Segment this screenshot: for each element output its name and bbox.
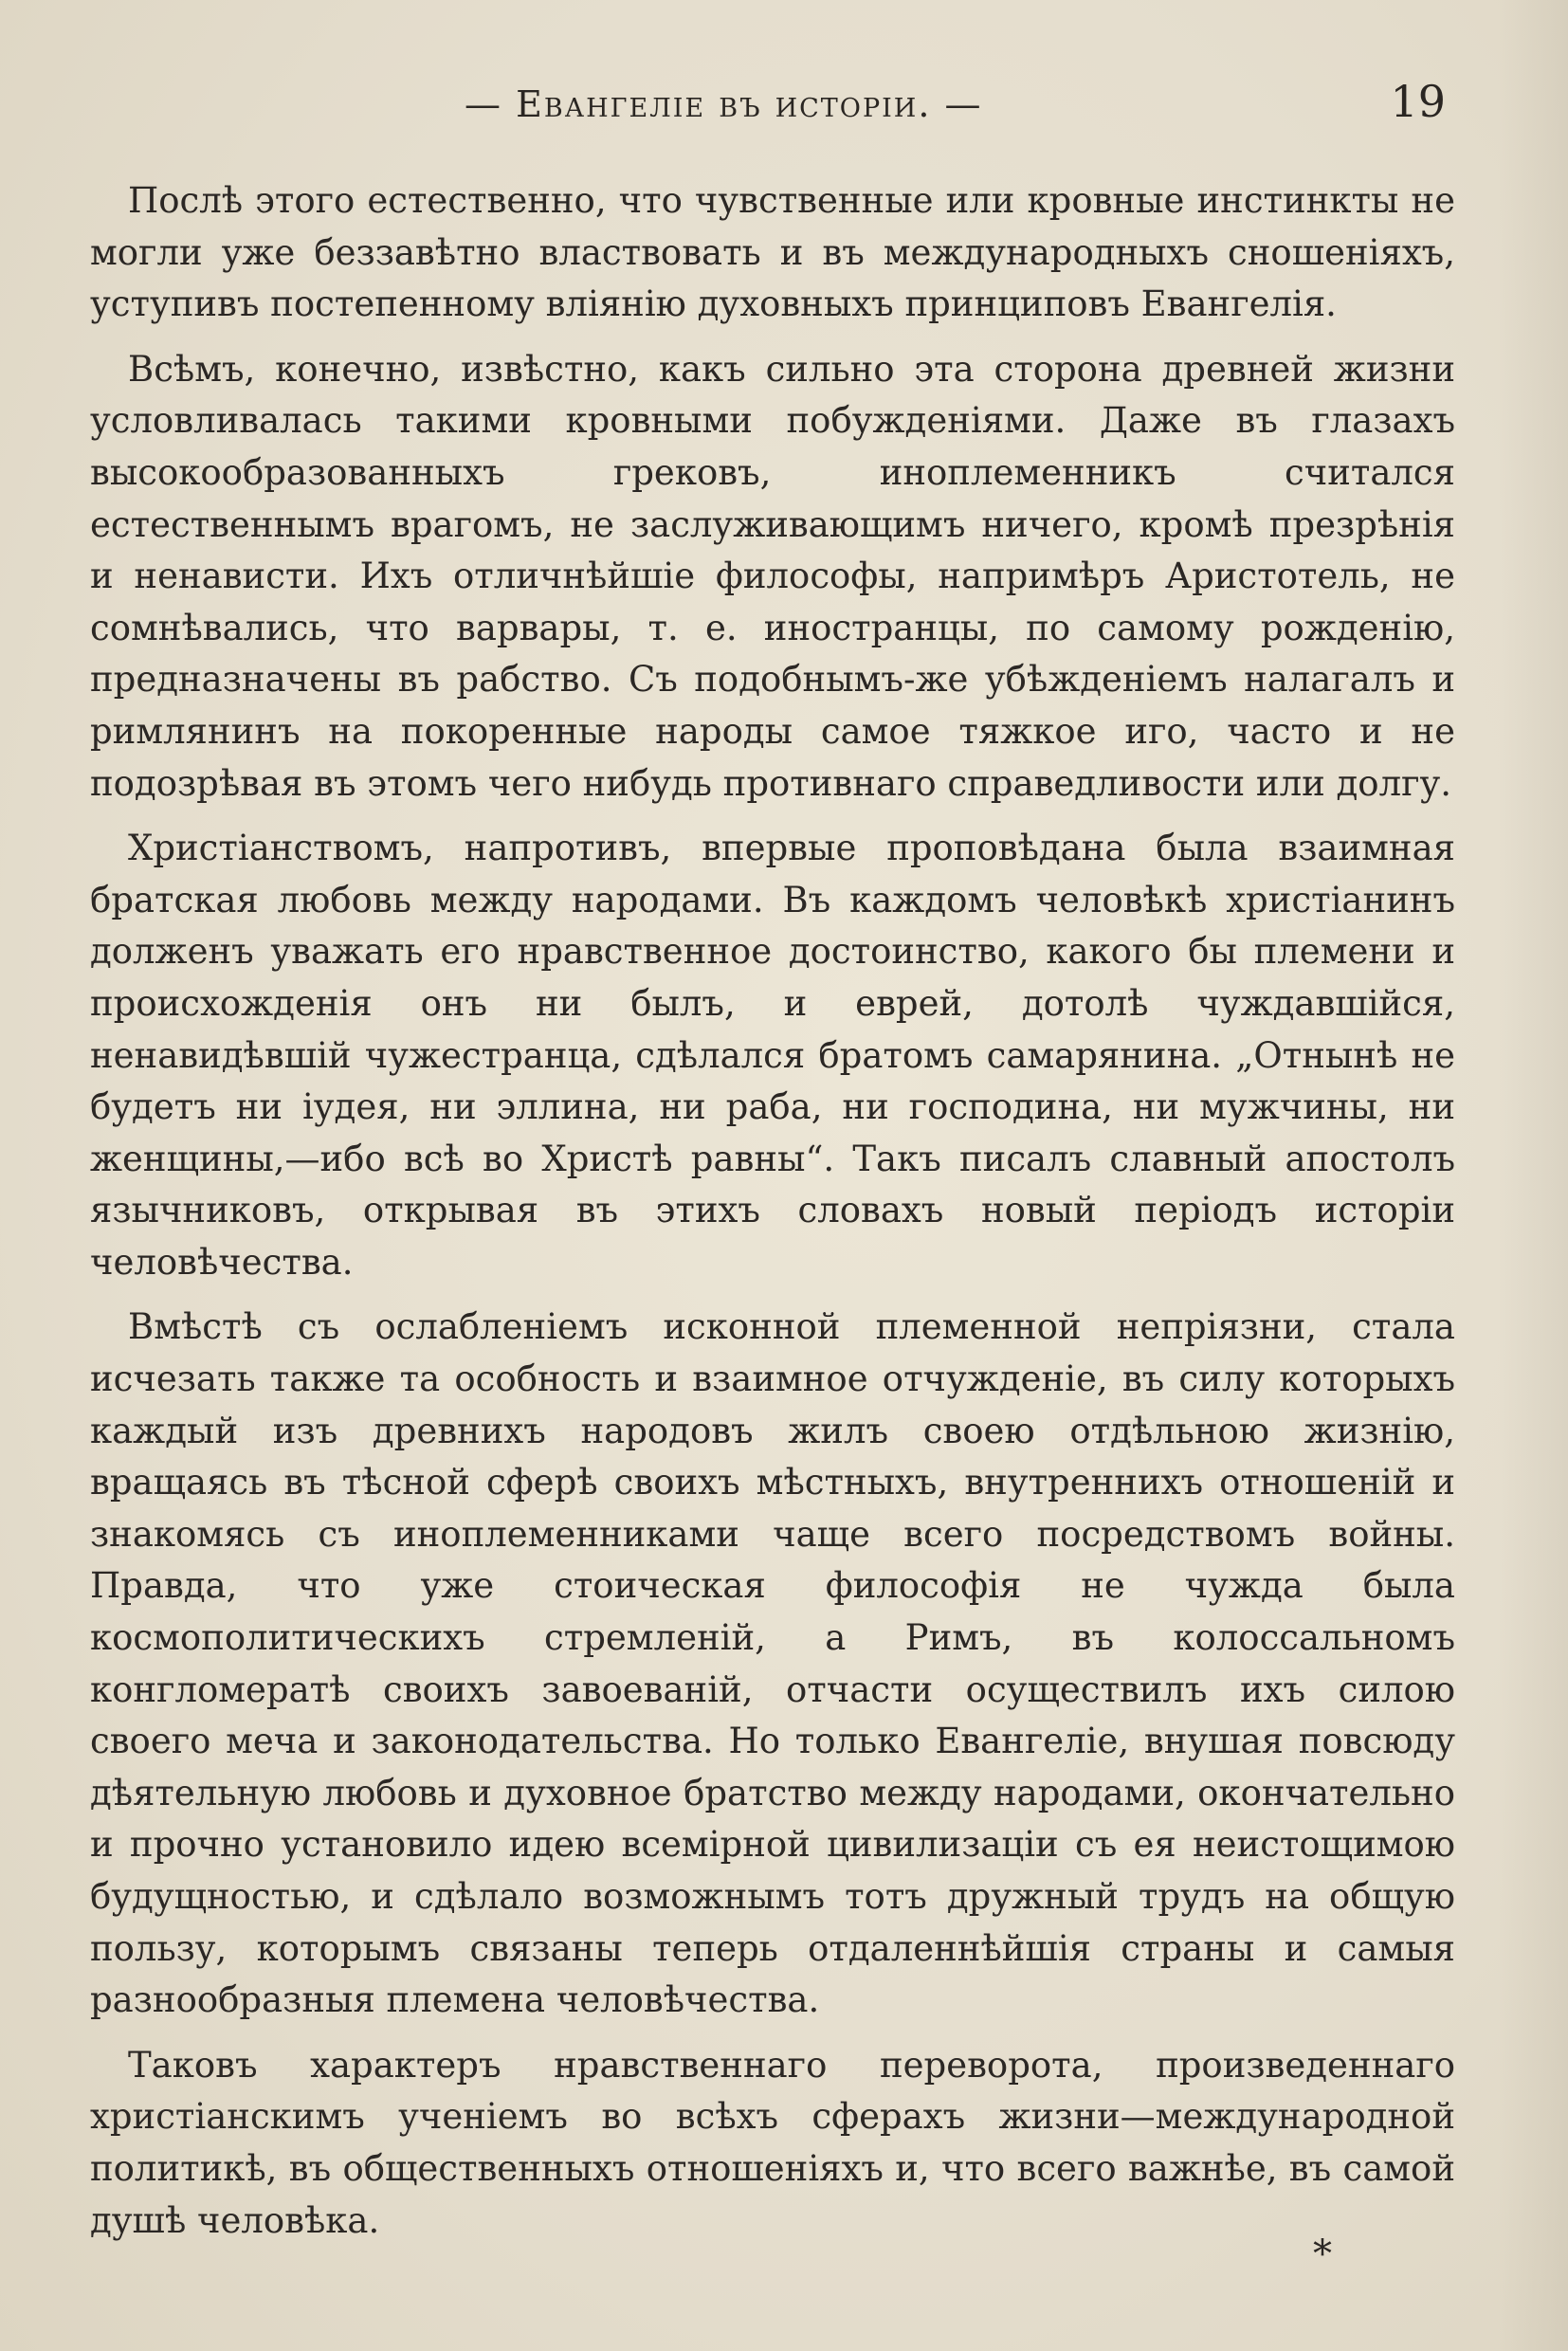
body-text: [90, 175, 1455, 2260]
paragraph: Послѣ этого естественно, что чувственные или кровные инстинкты не могли уже беззавѣтно властвовать и въ международныхъ сношеніяхъ, уступивъ постепенному вліянію духовныхъ принциповъ Евангелія.: [90, 180, 1455, 325]
page-edge-shade: [1498, 0, 1568, 2351]
running-head: [128, 76, 1446, 142]
paragraph: Таковъ характеръ нравственнаго переворота, произведеннаго христіанскимъ ученіемъ во всѣхъ сферахъ жизни—международной политикѣ, въ общественныхъ отношеніяхъ и, что всего важнѣе, въ самой душѣ человѣка.: [90, 2044, 1455, 2241]
page-number: 19: [1390, 76, 1446, 127]
section-mark: *: [1313, 2233, 1332, 2276]
paragraph: Всѣмъ, конечно, извѣстно, какъ сильно эта сторона древней жизни условливалась такими кровными побужденіями. Даже въ глазахъ высокообразованныхъ грековъ, иноплеменникъ считался естественнымъ врагомъ, не заслуживающимъ ничего, кромѣ презрѣнія и ненависти. Ихъ отличнѣйшіе философы, напримѣръ Аристотель, не сомнѣвались, что варвары, т. е. иностранцы, по самому рожденію, предназначены въ рабство. Съ подобнымъ-же убѣжденіемъ налагалъ и римлянинъ на покоренные народы самое тяжкое иго, часто и не подозрѣвая въ этомъ чего нибудь противнаго справедливости или долгу.: [90, 348, 1455, 804]
paragraph: Христіанствомъ, напротивъ, впервые проповѣдана была взаимная братская любовь между народами. Въ каждомъ человѣкѣ христіанинъ долженъ уважать его нравственное достоинство, какого бы племени и происхожденія онъ ни былъ, и еврей, дотолѣ чуждавшійся, ненавидѣвшій чужестранца, сдѣлался братомъ самарянина. „Отнынѣ не будетъ ни іудея, ни эллина, ни раба, ни господина, ни мужчины, ни женщины,—ибо всѣ во Христѣ равны“. Такъ писалъ славный апостолъ язычниковъ, открывая въ этихъ словахъ новый періодъ исторіи человѣчества.: [90, 828, 1455, 1283]
paragraph: Вмѣстѣ съ ослабленіемъ исконной племенной непріязни, стала исчезать также та особность и взаимное отчужденіе, въ силу которыхъ каждый изъ древнихъ народовъ жилъ своею отдѣльною жизнію, вращаясь въ тѣсной сферѣ своихъ мѣстныхъ, внутреннихъ отношеній и знакомясь съ иноплеменниками чаще всего посредствомъ войны. Правда, что уже стоическая философія не чужда была космополитическихъ стремленій, а Римъ, въ колоссальномъ конгломератѣ своихъ завоеваній, отчасти осуществилъ ихъ силою своего меча и законодательства. Но только Евангеліе, внушая повсюду дѣятельную любовь и духовное братство между народами, окончательно и прочно установило идею всемірной цивилизаціи съ ея неистощимою будущностью, и сдѣлало возможнымъ тотъ дружный трудъ на общую пользу, которымъ связаны теперь отдаленнѣйшія страны и самыя разнообразныя племена человѣчества.: [90, 1306, 1455, 2021]
running-title: — Евангеліе въ исторіи. —: [465, 83, 983, 125]
